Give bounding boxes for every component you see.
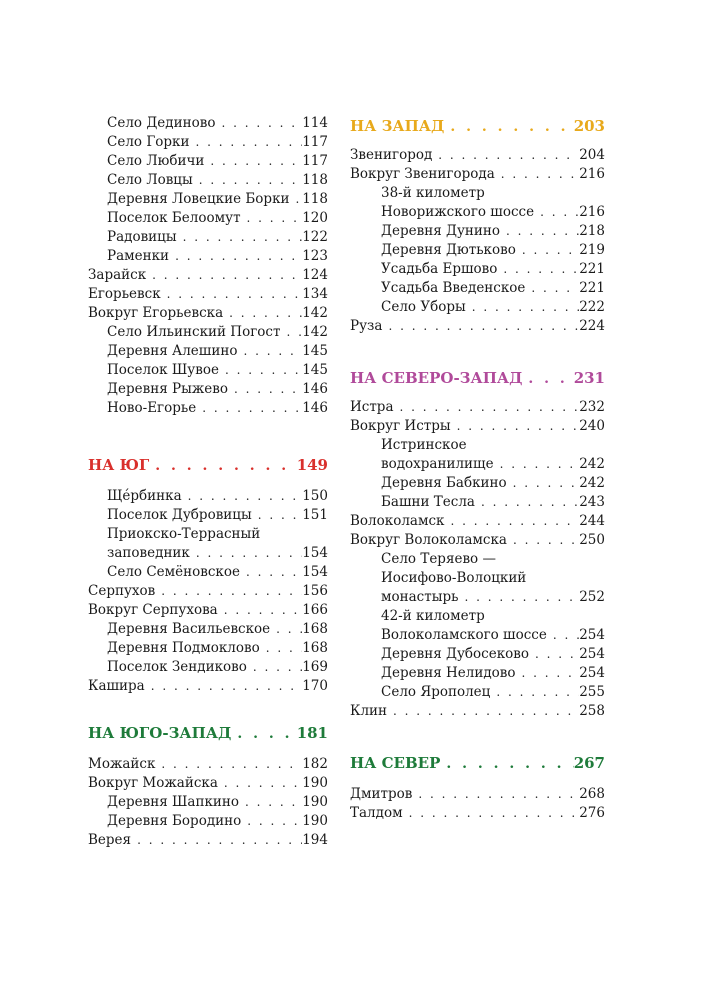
toc-entry[interactable] (88, 361, 328, 380)
toc-entry[interactable] (88, 209, 328, 228)
toc-entry-title: Деревня Бабкино (381, 475, 507, 491)
spacer (350, 390, 605, 398)
toc-page-number: 151 (302, 507, 328, 523)
toc-leader-dots (507, 531, 579, 550)
toc-entry[interactable] (88, 247, 328, 266)
toc-entry-title: Село Горки (107, 134, 190, 150)
toc-entry[interactable] (88, 133, 328, 152)
toc-entry[interactable] (88, 228, 328, 247)
section-page-number: 231 (573, 369, 605, 387)
toc-page-number: 255 (579, 684, 605, 700)
toc-leader-dots (239, 793, 302, 812)
toc-entry[interactable] (88, 342, 328, 361)
section-heading-southwest[interactable] (88, 721, 328, 745)
toc-entry-title: водохранилище (381, 456, 494, 472)
spacer (350, 138, 605, 146)
toc-entry[interactable] (88, 639, 328, 658)
toc-entry-title: Вокруг Серпухова (88, 602, 218, 618)
toc-page-number: 154 (302, 564, 328, 580)
toc-leader-dots (215, 114, 302, 133)
toc-entry-title: Село Ловцы (107, 172, 193, 188)
toc-leader-dots (451, 417, 580, 436)
toc-page-number: 276 (579, 805, 605, 821)
toc-page-number: 219 (579, 242, 605, 258)
toc-entry-title: Деревня Дубосеково (381, 646, 530, 662)
toc-page-number: 216 (579, 204, 605, 220)
toc-entry[interactable] (350, 146, 605, 165)
toc-leader-dots (169, 247, 302, 266)
toc-entry[interactable] (350, 626, 605, 645)
spacer (88, 745, 328, 755)
toc-leader-dots (475, 493, 579, 512)
toc-right-column (350, 114, 605, 823)
toc-page-number: 232 (579, 399, 605, 415)
toc-page-number: 120 (302, 210, 328, 226)
toc-leader-dots (218, 774, 302, 793)
toc-entry-title: Поселок Зендиково (107, 659, 247, 675)
toc-entry-title: Село Дединово (107, 115, 216, 131)
toc-page-number: 216 (579, 166, 605, 182)
toc-page-number: 254 (579, 646, 605, 662)
toc-leader-dots (149, 454, 296, 478)
toc-page-number: 169 (302, 659, 328, 675)
spacer (350, 721, 605, 751)
toc-leader-dots (522, 367, 573, 391)
toc-leader-dots (231, 722, 296, 746)
spacer (350, 336, 605, 366)
toc-page-number: 242 (579, 475, 605, 491)
toc-entry[interactable] (350, 298, 605, 317)
toc-leader-dots (444, 512, 579, 531)
toc-entry[interactable] (88, 544, 328, 563)
toc-leader-dots (497, 260, 579, 279)
toc-entry-title: Деревня Дунино (381, 223, 501, 239)
section-title: НА ЗАПАД (350, 117, 445, 135)
toc-entry-title: Истра (350, 399, 394, 415)
toc-entry-line (350, 436, 605, 455)
toc-entry-title: Поселок Белоомут (107, 210, 241, 226)
toc-entry[interactable] (88, 812, 328, 831)
toc-page-number: 114 (302, 115, 328, 131)
toc-entry[interactable] (350, 165, 605, 184)
toc-page-number: 156 (302, 583, 328, 599)
toc-leader-dots (155, 582, 302, 601)
toc-entry-title: Новорижского шоссе (381, 204, 535, 220)
toc-leader-dots (218, 601, 302, 620)
toc-leader-dots (444, 115, 573, 139)
toc-entry-title: Вокруг Звенигорода (350, 166, 495, 182)
toc-leader-dots (290, 190, 303, 209)
toc-entry-title: Село Теряево — (381, 551, 496, 567)
toc-page-number: 154 (302, 545, 328, 561)
toc-entry-title: Приокско-Террасный (107, 526, 261, 542)
toc-page-number: 254 (579, 627, 605, 643)
toc-page-number: 252 (579, 589, 605, 605)
toc-entry-line (88, 525, 328, 544)
toc-entry-title: Деревня Ловецкие Борки (107, 191, 290, 207)
toc-entry-line (350, 569, 605, 588)
spacer (88, 418, 328, 453)
toc-entry[interactable] (88, 620, 328, 639)
toc-entry[interactable] (88, 563, 328, 582)
toc-entry[interactable] (350, 493, 605, 512)
toc-entry-title: Вокруг Егорьевска (88, 305, 224, 321)
toc-entry-title: Дмитров (350, 786, 413, 802)
toc-entry[interactable] (88, 793, 328, 812)
toc-leader-dots (412, 785, 579, 804)
toc-page-number: 250 (579, 532, 605, 548)
toc-entry-title: Звенигород (350, 147, 433, 163)
toc-page-number: 221 (579, 261, 605, 277)
toc-leader-dots (146, 266, 302, 285)
toc-entry-title: Деревня Бородино (107, 813, 242, 829)
toc-leader-dots (387, 702, 579, 721)
toc-entry[interactable] (88, 152, 328, 171)
toc-leader-dots (382, 317, 579, 336)
toc-entry[interactable] (350, 645, 605, 664)
toc-page-number: 118 (302, 191, 328, 207)
toc-page-number: 182 (302, 756, 328, 772)
toc-page-number: 224 (579, 318, 605, 334)
toc-left-column (88, 114, 328, 850)
section-page-number: 181 (296, 724, 328, 742)
toc-page-number: 190 (302, 775, 328, 791)
toc-entry[interactable] (88, 190, 328, 209)
toc-entry-title: монастырь (381, 589, 459, 605)
toc-entry-title: Раменки (107, 248, 170, 264)
toc-page-number: 218 (579, 223, 605, 239)
toc-leader-dots (525, 279, 579, 298)
toc-leader-dots (547, 626, 579, 645)
toc-leader-dots (131, 831, 302, 850)
toc-entry[interactable] (88, 774, 328, 793)
section-heading-west[interactable] (350, 114, 605, 138)
toc-page-number: 240 (579, 418, 605, 434)
toc-page-number: 254 (579, 665, 605, 681)
toc-leader-dots (161, 285, 303, 304)
toc-entry[interactable] (350, 785, 605, 804)
toc-entry-title: Деревня Рыжево (107, 381, 228, 397)
toc-entry-title: Талдом (350, 805, 403, 821)
toc-leader-dots (516, 241, 579, 260)
toc-leader-dots (190, 544, 302, 563)
toc-entry[interactable] (88, 304, 328, 323)
toc-entry-title: Деревня Подмоклово (107, 640, 260, 656)
toc-entry[interactable] (350, 241, 605, 260)
toc-entry[interactable] (88, 487, 328, 506)
toc-entry-title: Вокруг Истры (350, 418, 451, 434)
toc-leader-dots (494, 455, 580, 474)
section-title: НА ЮГ (88, 456, 150, 474)
toc-leader-dots (507, 474, 580, 493)
toc-page-number: 258 (579, 703, 605, 719)
toc-entry-title: Деревня Нелидово (381, 665, 516, 681)
toc-leader-dots (260, 639, 303, 658)
toc-leader-dots (270, 620, 302, 639)
toc-entry[interactable] (350, 279, 605, 298)
toc-leader-dots (182, 487, 303, 506)
toc-entry[interactable] (350, 664, 605, 683)
spacer (350, 775, 605, 785)
toc-entry-title: Волоколамского шоссе (381, 627, 547, 643)
toc-page-number: 166 (302, 602, 328, 618)
toc-entry-title: Кашира (88, 678, 145, 694)
toc-entry-title: Егорьевск (88, 286, 161, 302)
toc-leader-dots (240, 563, 302, 582)
toc-leader-dots (219, 361, 302, 380)
toc-entry[interactable] (350, 683, 605, 702)
toc-entry-title: заповедник (107, 545, 190, 561)
toc-page-number: 117 (302, 134, 328, 150)
toc-entry[interactable] (350, 455, 605, 474)
section-title: НА СЕВЕР (350, 754, 441, 772)
toc-entry-title: Клин (350, 703, 388, 719)
section-heading-northwest[interactable] (350, 366, 605, 390)
spacer (88, 696, 328, 721)
toc-entry-title: Село Любичи (107, 153, 205, 169)
toc-page-number: 117 (302, 153, 328, 169)
toc-leader-dots (189, 133, 302, 152)
toc-page-number: 221 (579, 280, 605, 296)
toc-leader-dots (466, 298, 580, 317)
toc-entry-title: Деревня Васильевское (107, 621, 271, 637)
toc-entry[interactable] (350, 222, 605, 241)
toc-page-number: 122 (302, 229, 328, 245)
toc-leader-dots (193, 171, 302, 190)
section-heading-south[interactable] (88, 453, 328, 477)
toc-entry-title: Ново-Егорье (107, 400, 197, 416)
toc-page-number: 142 (302, 324, 328, 340)
toc-entry-title: Серпухов (88, 583, 156, 599)
toc-leader-dots (196, 399, 302, 418)
toc-page-number: 142 (302, 305, 328, 321)
section-heading-north[interactable] (350, 751, 605, 775)
toc-entry-title: Верея (88, 832, 132, 848)
section-title: НА ЮГО-ЗАПАД (88, 724, 232, 742)
toc-entry[interactable] (350, 804, 605, 823)
toc-page-number: 134 (302, 286, 328, 302)
toc-page-number: 222 (579, 299, 605, 315)
toc-entry-title: Щéрбинка (107, 488, 182, 504)
toc-entry-title: Деревня Дютьково (381, 242, 516, 258)
toc-leader-dots (394, 398, 580, 417)
toc-page-number: 170 (302, 678, 328, 694)
toc-entry[interactable] (350, 417, 605, 436)
toc-leader-dots (237, 342, 302, 361)
toc-leader-dots (247, 658, 302, 677)
toc-entry[interactable] (88, 399, 328, 418)
toc-entry[interactable] (88, 266, 328, 285)
toc-leader-dots (241, 209, 303, 228)
toc-leader-dots (252, 506, 302, 525)
toc-entry[interactable] (88, 506, 328, 525)
toc-leader-dots (403, 804, 580, 823)
toc-leader-dots (495, 165, 579, 184)
toc-entry-title: Поселок Дубровицы (107, 507, 252, 523)
toc-entry[interactable] (88, 831, 328, 850)
toc-page-number: 190 (302, 794, 328, 810)
toc-page-number: 150 (302, 488, 328, 504)
toc-entry[interactable] (350, 512, 605, 531)
toc-entry[interactable] (88, 171, 328, 190)
toc-entry-line (350, 550, 605, 569)
toc-page-number: 145 (302, 362, 328, 378)
toc-entry[interactable] (88, 582, 328, 601)
toc-entry[interactable] (88, 285, 328, 304)
toc-entry[interactable] (350, 588, 605, 607)
toc-leader-dots (490, 683, 579, 702)
toc-leader-dots (432, 146, 579, 165)
toc-page-number: 190 (302, 813, 328, 829)
toc-entry[interactable] (350, 203, 605, 222)
toc-leader-dots (145, 677, 302, 696)
toc-entry-title: Можайск (88, 756, 156, 772)
toc-leader-dots (204, 152, 302, 171)
toc-entry[interactable] (88, 658, 328, 677)
toc-entry-title: Деревня Шапкино (107, 794, 240, 810)
toc-page-number: 194 (302, 832, 328, 848)
toc-page-number: 168 (302, 640, 328, 656)
toc-entry[interactable] (88, 323, 328, 342)
toc-entry[interactable] (350, 702, 605, 721)
toc-page-number: 168 (302, 621, 328, 637)
toc-page-number: 244 (579, 513, 605, 529)
toc-entry[interactable] (350, 398, 605, 417)
toc-leader-dots (177, 228, 303, 247)
toc-entry-title: Усадьба Ершово (381, 261, 498, 277)
toc-entry-title: Вокруг Можайска (88, 775, 218, 791)
toc-entry[interactable] (350, 260, 605, 279)
toc-page-number: 243 (579, 494, 605, 510)
toc-leader-dots (529, 645, 579, 664)
toc-leader-dots (440, 752, 573, 776)
toc-entry[interactable] (88, 601, 328, 620)
toc-page-number: 268 (579, 786, 605, 802)
section-page-number: 267 (573, 754, 605, 772)
toc-entry-title: Руза (350, 318, 383, 334)
toc-page-number: 145 (302, 343, 328, 359)
toc-entry-title: Зарайск (88, 267, 147, 283)
toc-entry[interactable] (350, 317, 605, 336)
spacer (88, 477, 328, 487)
toc-leader-dots (280, 323, 302, 342)
toc-page-number: 204 (579, 147, 605, 163)
toc-entry-title: Радовицы (107, 229, 177, 245)
section-page-number: 149 (296, 456, 328, 474)
toc-leader-dots (228, 380, 302, 399)
toc-entry-title: Село Уборы (381, 299, 466, 315)
toc-page-number: 146 (302, 400, 328, 416)
toc-entry[interactable] (350, 474, 605, 493)
toc-entry[interactable] (350, 531, 605, 550)
toc-entry[interactable] (88, 755, 328, 774)
toc-entry-title: Поселок Шувое (107, 362, 219, 378)
toc-entry-title: Вокруг Волоколамска (350, 532, 507, 548)
toc-entry-title: 38-й километр (381, 185, 485, 201)
toc-entry[interactable] (88, 677, 328, 696)
toc-page-number: 118 (302, 172, 328, 188)
toc-entry-title: Деревня Алешино (107, 343, 238, 359)
section-page-number: 203 (573, 117, 605, 135)
toc-entry-title: 42-й километр (381, 608, 485, 624)
toc-leader-dots (458, 588, 579, 607)
toc-leader-dots (534, 203, 579, 222)
toc-entry-line (350, 184, 605, 203)
toc-leader-dots (241, 812, 302, 831)
toc-leader-dots (155, 755, 302, 774)
toc-entry-title: Усадьба Введенское (381, 280, 526, 296)
toc-page-number: 146 (302, 381, 328, 397)
toc-entry-line (350, 607, 605, 626)
toc-leader-dots (516, 664, 580, 683)
toc-entry-title: Истринское (381, 437, 467, 453)
toc-entry[interactable] (88, 114, 328, 133)
toc-entry-title: Иосифово-Волоцкий (381, 570, 527, 586)
toc-page-number: 242 (579, 456, 605, 472)
toc-page-number: 124 (302, 267, 328, 283)
toc-entry[interactable] (88, 380, 328, 399)
toc-entry-title: Село Ильинский Погост (107, 324, 281, 340)
toc-leader-dots (223, 304, 302, 323)
toc-page-number: 123 (302, 248, 328, 264)
toc-entry-title: Село Ярополец (381, 684, 491, 700)
toc-leader-dots (500, 222, 579, 241)
toc-entry-title: Волоколамск (350, 513, 445, 529)
toc-entry-title: Башни Тесла (381, 494, 475, 510)
section-title: НА СЕВЕРО-ЗАПАД (350, 369, 523, 387)
toc-entry-title: Село Семёновское (107, 564, 240, 580)
